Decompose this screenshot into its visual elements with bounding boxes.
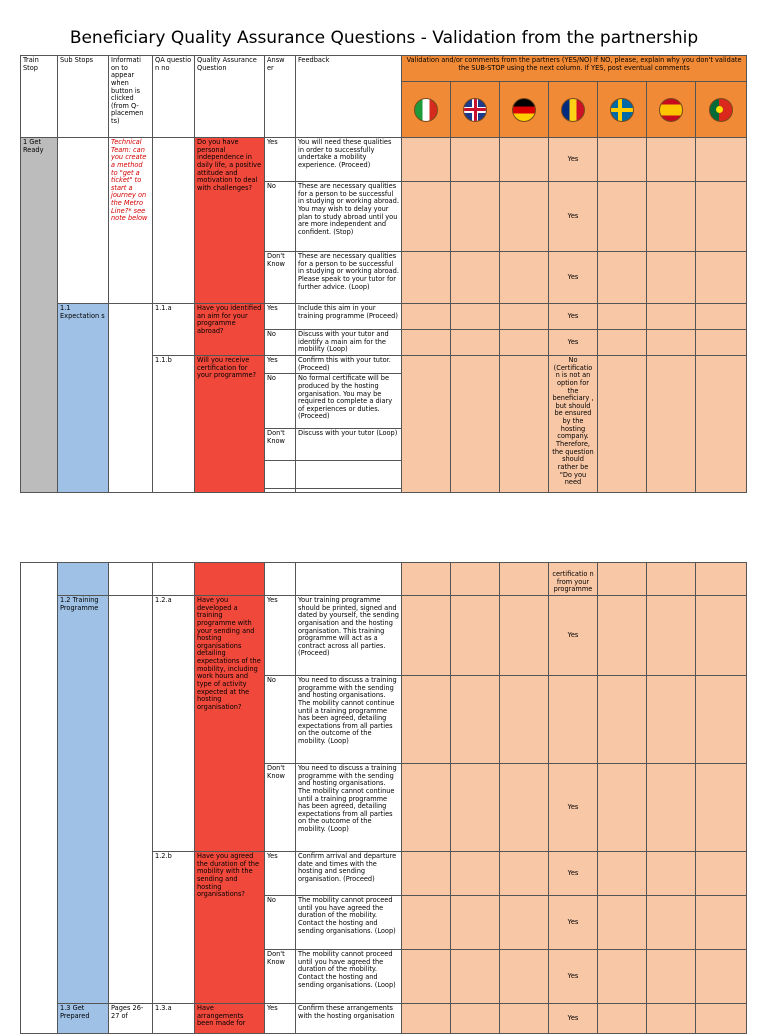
header-qa-question: Quality Assurance Question xyxy=(195,56,265,138)
feedback-cell: Confirm arrival and departure date and times with the hosting and sending organisation. (Proceed) xyxy=(296,852,402,896)
qa-number-cell: 1.2.b xyxy=(153,852,195,1004)
answer-cell: Yes xyxy=(265,138,296,182)
page-title: Beneficiary Quality Assurance Questions - Validation from the partnership xyxy=(69,28,699,48)
validation-cell: Yes xyxy=(549,896,598,950)
answer-cell: Yes xyxy=(265,304,296,330)
validation-comment-cont: certificatio n from your programme xyxy=(549,563,598,596)
info-empty-cell xyxy=(109,596,153,1004)
qa-table-page-1 xyxy=(20,55,747,493)
answer-cell: Don't Know xyxy=(265,764,296,852)
validation-cell: Yes xyxy=(549,304,598,330)
header-qa-number: QA questio n no xyxy=(153,56,195,138)
validation-cell: Yes xyxy=(549,1004,598,1034)
answer-cell: Yes xyxy=(265,596,296,676)
portugal-flag-icon xyxy=(709,98,733,122)
header-train-stop: Train Stop xyxy=(21,56,58,138)
qa-number-empty-cell xyxy=(153,138,195,304)
flag-cell-spain xyxy=(647,82,696,138)
feedback-cell: You need to discuss a training programme with the sending and hosting organisations. The mobility cannot continue until a training programme has been agreed, detailing expectations from all parties on the outcome of the mobility. (Loop) xyxy=(296,676,402,764)
sweden-flag-icon xyxy=(610,98,634,122)
spain-flag-icon xyxy=(659,98,683,122)
info-technical-note: Technical Team: can you create a method to "get a ticket" to start a journey on the Metro Line?* see note below xyxy=(109,138,153,304)
germany-flag-icon xyxy=(512,98,536,122)
feedback-cell: Confirm these arrangements with the hosting organisation xyxy=(296,1004,402,1034)
sub-stop-cell: 1.2 Training Programme xyxy=(58,596,109,1004)
flag-cell-romania xyxy=(549,82,598,138)
flag-cell-germany xyxy=(500,82,549,138)
feedback-cell: These are necessary qualities for a person to be successful in studying or working abroad. Please speak to your tutor for further advice. (Loop) xyxy=(296,252,402,304)
qa-number-cell: 1.2.a xyxy=(153,596,195,852)
answer-cell: No xyxy=(265,330,296,356)
feedback-cell: These are necessary qualities for a person to be successful in studying or working abroad. You may wish to delay your plan to study abroad until you are more independent and confident. (Stop) xyxy=(296,182,402,252)
validation-cell: Yes xyxy=(549,182,598,252)
qa-number-cell: 1.1.b xyxy=(153,356,195,493)
qa-question-cell: Do you have personal independence in daily life, a positive attitude and motivation to deal with challenges? xyxy=(195,138,265,304)
answer-cell: Don't Know xyxy=(265,429,296,461)
header-feedback: Feedback xyxy=(296,56,402,138)
sub-stop-empty-cell xyxy=(58,138,109,304)
answer-cell: Yes xyxy=(265,356,296,374)
answer-cell: No xyxy=(265,374,296,429)
romania-flag-icon xyxy=(561,98,585,122)
answer-cell: Yes xyxy=(265,852,296,896)
validation-cell: Yes xyxy=(549,852,598,896)
validation-cell: Yes xyxy=(549,138,598,182)
header-answer: Answ er xyxy=(265,56,296,138)
flag-cell-uk xyxy=(451,82,500,138)
answer-cell: No xyxy=(265,182,296,252)
info-empty-cell xyxy=(109,304,153,493)
sub-stop-cell: 1.1 Expectation s xyxy=(58,304,109,493)
answer-cell: Yes xyxy=(265,1004,296,1034)
qa-question-cell: Will you receive certification for your programme? xyxy=(195,356,265,493)
info-cell: Pages 26-27 of xyxy=(109,1004,153,1034)
sub-stop-cell: 1.3 Get Prepared xyxy=(58,1004,109,1034)
validation-cell: Yes xyxy=(549,950,598,1004)
flag-cell-portugal xyxy=(696,82,747,138)
answer-cell: Don't Know xyxy=(265,252,296,304)
uk-flag-icon xyxy=(463,98,487,122)
italy-flag-icon xyxy=(414,98,438,122)
header-validation: Validation and/or comments from the partners (YES/NO) If NO, please, explain why you don't validate the SUB-STOP using the next column. If YES, post eventual comments xyxy=(402,56,747,82)
header-information: Informati on to appear when button is clicked (from Q-placemen ts) xyxy=(109,56,153,138)
qa-question-cell: Have you identified an aim for your programme abroad? xyxy=(195,304,265,356)
validation-cell: Yes xyxy=(549,596,598,676)
answer-cell: No xyxy=(265,896,296,950)
feedback-cell: Include this aim in your training programme (Proceed) xyxy=(296,304,402,330)
qa-table-page-2 xyxy=(20,562,747,1034)
answer-cell: No xyxy=(265,676,296,764)
qa-number-cell: 1.1.a xyxy=(153,304,195,356)
feedback-cell: The mobility cannot proceed until you have agreed the duration of the mobility. Contact the hosting and sending organisations. (Loop) xyxy=(296,950,402,1004)
feedback-cell: Your training programme should be printed, signed and dated by yourself, the sending organisation and the hosting organisation. This training programme will act as a contract across all parties. (Proceed) xyxy=(296,596,402,676)
qa-question-cell: Have you agreed the duration of the mobility with the sending and hosting organisations? xyxy=(195,852,265,1004)
qa-question-cell: Have you developed a training programme with your sending and hosting organisations detailing expectations of the mobility, including work hours and type of activity expected at the hosting organisation? xyxy=(195,596,265,852)
validation-cell: Yes xyxy=(549,252,598,304)
answer-cell: Don't Know xyxy=(265,950,296,1004)
validation-cell: Yes xyxy=(549,764,598,852)
validation-comment-cell: No (Certificatio n is not an option for the beneficiary , but should be ensured by the hosting company. Therefore, the question should rather be "Do you need xyxy=(549,356,598,493)
feedback-cell: You will need these qualities in order to successfully undertake a mobility experience. (Proceed) xyxy=(296,138,402,182)
flag-cell-sweden xyxy=(598,82,647,138)
feedback-cell: Discuss with your tutor and identify a main aim for the mobility (Loop) xyxy=(296,330,402,356)
flag-cell-italy xyxy=(402,82,451,138)
qa-question-cell: Have arrangements been made for xyxy=(195,1004,265,1034)
feedback-cell: Confirm this with your tutor. (Proceed) xyxy=(296,356,402,374)
feedback-cell: No formal certificate will be produced by the hosting organisation. You may be required to complete a diary of experiences or duties. (Proceed) xyxy=(296,374,402,429)
feedback-cell: You need to discuss a training programme with the sending and hosting organisations. The mobility cannot continue until a training programme has been agreed, detailing expectations from all parties on the outcome of the mobility. (Loop) xyxy=(296,764,402,852)
train-stop-cell: 1 Get Ready xyxy=(21,138,58,493)
header-sub-stops: Sub Stops xyxy=(58,56,109,138)
qa-number-cell: 1.3.a xyxy=(153,1004,195,1034)
validation-cell: Yes xyxy=(549,330,598,356)
feedback-cell: The mobility cannot proceed until you have agreed the duration of the mobility. Contact the hosting and sending organisations. (Loop) xyxy=(296,896,402,950)
feedback-cell: Discuss with your tutor (Loop) xyxy=(296,429,402,461)
